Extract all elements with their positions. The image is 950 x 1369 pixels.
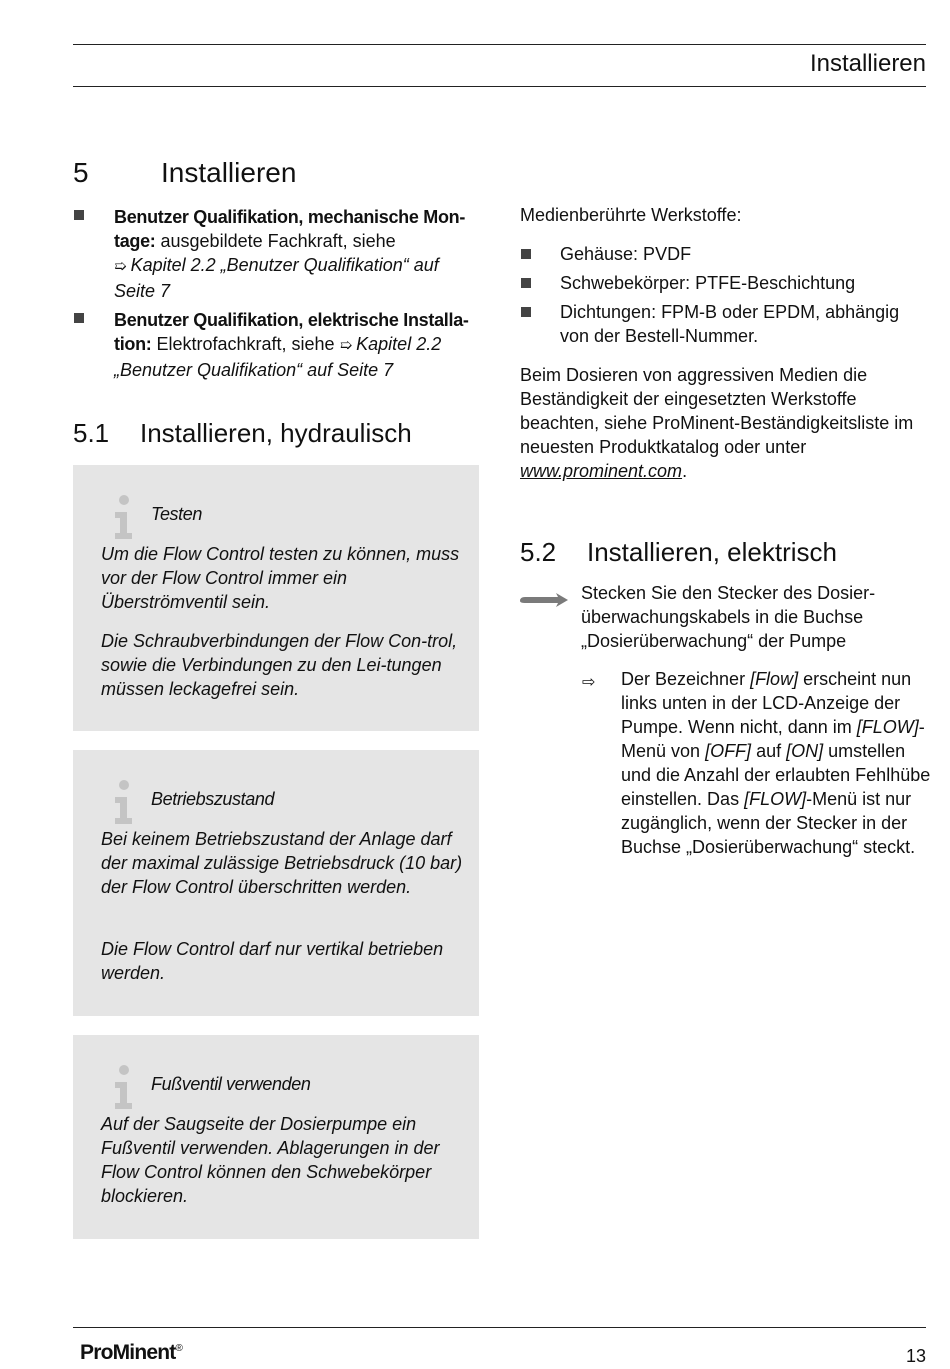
materials-list — [520, 242, 930, 353]
link-text: Kapitel 2.2 „Benutzer Qualifikation“ auf Seite 7 — [114, 255, 439, 301]
info-box-fussventil — [73, 1035, 479, 1239]
section-5-heading — [73, 157, 296, 189]
info-icon — [111, 1065, 135, 1111]
section-5-2-heading — [520, 537, 837, 568]
info-box-paragraph: Die Schraubverbindungen der Flow Con-trol, sowie die Verbindungen zu den Lei-tungen müssen leckagefrei sein. — [101, 631, 458, 699]
result-arrow-icon: ⇨ — [582, 674, 596, 691]
result-part: umstellen und die Anzahl der erlaubten Fehlhübe einstellen. Das — [621, 741, 931, 809]
qualification-label: Benutzer Qualifikation, mechanische Mon-tage: — [114, 207, 466, 251]
cross-reference-link[interactable] — [114, 255, 439, 301]
section-title: Installieren, hydraulisch — [140, 418, 412, 448]
list-item — [520, 300, 930, 348]
info-box-paragraph: Bei keinem Betriebszustand der Anlage darf der maximal zulässige Betriebsdruck (10 bar) der Flow Control überschritten werden. — [101, 829, 463, 897]
material-text: Gehäuse: PVDF — [560, 244, 692, 264]
info-box-title: Testen — [151, 504, 202, 524]
qualification-text: ausgebildete Fachkraft, siehe — [155, 231, 396, 251]
info-box-testen — [73, 465, 479, 731]
section-number: 5.2 — [520, 537, 557, 567]
info-box-betriebszustand — [73, 750, 479, 1016]
info-box-paragraph: Um die Flow Control testen zu können, muss vor der Flow Control immer ein Überströmventil sein. — [101, 544, 460, 612]
section-title: Installieren, elektrisch — [587, 537, 837, 567]
dosing-note-text: Beim Dosieren von aggressiven Medien die Beständigkeit der eingesetzten Werkstoffe beachten, siehe ProMinent-Beständigkeitsliste im neuesten Produktkatalog oder unter — [520, 365, 914, 457]
ui-term: [FLOW] — [744, 789, 807, 809]
result-text — [621, 667, 931, 859]
material-text: Schwebekörper: PTFE-Beschichtung — [560, 273, 856, 293]
running-header-title: Installieren — [809, 50, 926, 77]
action-arrow-icon — [520, 590, 570, 610]
header-top-rule — [73, 44, 926, 45]
info-box-paragraph: Auf der Saugseite der Dosierpumpe ein Fußventil verwenden. Ablagerungen in der Flow Control können den Schwebekörper blockieren. — [101, 1114, 440, 1206]
footer-rule — [73, 1327, 926, 1328]
list-item — [73, 205, 483, 303]
materials-intro: Medienberührte Werkstoffe: — [520, 205, 742, 225]
result-part: -Menü ist nur zugänglich, wenn der Stecker in der Buchse „Dosierüberwachung“ steckt. — [621, 789, 916, 857]
registered-mark: ® — [175, 1343, 183, 1354]
bullet-square-icon — [74, 210, 84, 220]
info-box-title: Fußventil verwenden — [151, 1074, 311, 1094]
logo-text: ProMinent — [80, 1341, 176, 1364]
action-step-text: Stecken Sie den Stecker des Dosier-überwachungskabels in die Buchse „Dosierüberwachung“ der Pumpe — [581, 583, 876, 651]
link-arrow-icon: ➯ — [339, 337, 353, 354]
result-part: erscheint nun links unten in der LCD-Anzeige der Pumpe. Wenn nicht, dann im — [621, 669, 912, 737]
section-5-1-heading — [73, 418, 412, 449]
qualification-label: Benutzer Qualifikation, elektrische Installa-tion: — [114, 310, 469, 354]
material-text: Dichtungen: FPM-B oder EPDM, abhängig von der Bestell-Nummer. — [560, 302, 900, 346]
section-number: 5 — [73, 157, 89, 188]
info-icon — [111, 495, 135, 541]
bullet-square-icon — [521, 278, 531, 288]
dosing-note — [520, 363, 930, 483]
qualification-text: Elektrofachkraft, siehe — [151, 334, 340, 354]
bullet-square-icon — [74, 313, 84, 323]
ui-term: [OFF] — [705, 741, 752, 761]
dosing-note-end: . — [682, 461, 688, 481]
info-box-paragraph: Die Flow Control darf nur vertikal betrieben werden. — [101, 939, 444, 983]
section-number: 5.1 — [73, 418, 110, 448]
result-part: -Menü von — [621, 717, 925, 761]
ui-term: [Flow] — [750, 669, 799, 689]
info-icon — [111, 780, 135, 826]
ui-term: [ON] — [786, 741, 824, 761]
prominent-logo — [80, 1341, 182, 1365]
info-box-title: Betriebszustand — [151, 789, 275, 809]
bullet-square-icon — [521, 307, 531, 317]
page-number: 13 — [905, 1346, 926, 1366]
link-text: Kapitel 2.2 „Benutzer Qualifikation“ auf Seite 7 — [114, 334, 442, 380]
ui-term: [FLOW] — [856, 717, 919, 737]
list-item — [520, 271, 930, 295]
result-part: Der Bezeichner — [621, 669, 751, 689]
section-title: Installieren — [161, 157, 297, 188]
link-arrow-icon: ➯ — [114, 258, 127, 275]
website-link[interactable]: www.prominent.com — [520, 461, 683, 481]
list-item — [520, 242, 930, 266]
bullet-square-icon — [521, 249, 531, 259]
list-item — [73, 308, 483, 382]
qualification-list — [73, 205, 483, 387]
header-bottom-rule — [73, 86, 926, 87]
result-part: auf — [751, 741, 787, 761]
